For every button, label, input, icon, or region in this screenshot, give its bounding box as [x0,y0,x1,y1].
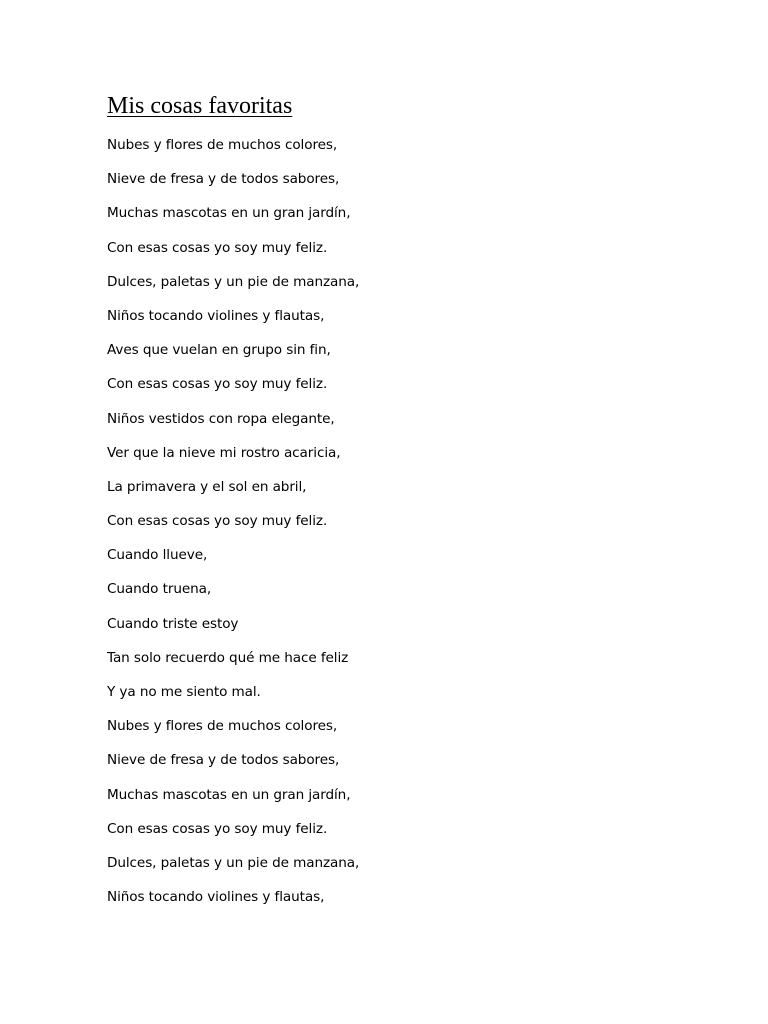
poem-line: Niños vestidos con ropa elegante, [107,410,335,427]
poem-line: Nubes y flores de muchos colores, [107,137,338,153]
poem-line: Cuando triste estoy [107,615,239,632]
poem-line: Niños tocando violines y flautas, [107,889,325,906]
poem-line: Muchas mascotas en un gran jardín, [107,786,351,803]
poem-line: Y ya no me siento mal. [107,684,261,700]
poem-line: Con esas cosas yo soy muy feliz. [107,239,328,256]
poem-line: Con esas cosas yo soy muy feliz. [107,376,328,393]
poem-line: Muchas mascotas en un gran jardín, [107,205,351,222]
poem-line: La primavera y el sol en abril, [107,478,307,495]
poem-line: Nieve de fresa y de todos sabores, [107,752,340,769]
document-title: Mis cosas favoritas [107,93,293,119]
poem-line: Ver que la nieve mi rostro acaricia, [107,444,341,461]
poem-line: Nubes y flores de muchos colores, [107,718,338,735]
poem-line: Aves que vuelan en grupo sin fin, [107,342,331,359]
poem-line: Dulces, paletas y un pie de manzana, [107,273,360,290]
poem-line: Con esas cosas yo soy muy feliz. [107,820,328,837]
poem-line: Nieve de fresa y de todos sabores, [107,171,340,188]
poem-line: Dulces, paletas y un pie de manzana, [107,854,360,871]
poem-line: Tan solo recuerdo qué me hace feliz [107,649,349,666]
poem-line: Niños tocando violines y flautas, [107,307,325,324]
poem-lines [107,128,359,914]
poem-line: Cuando truena, [107,581,212,598]
poem-line: Cuando llueve, [107,547,208,564]
poem-line: Con esas cosas yo soy muy feliz. [107,513,328,530]
